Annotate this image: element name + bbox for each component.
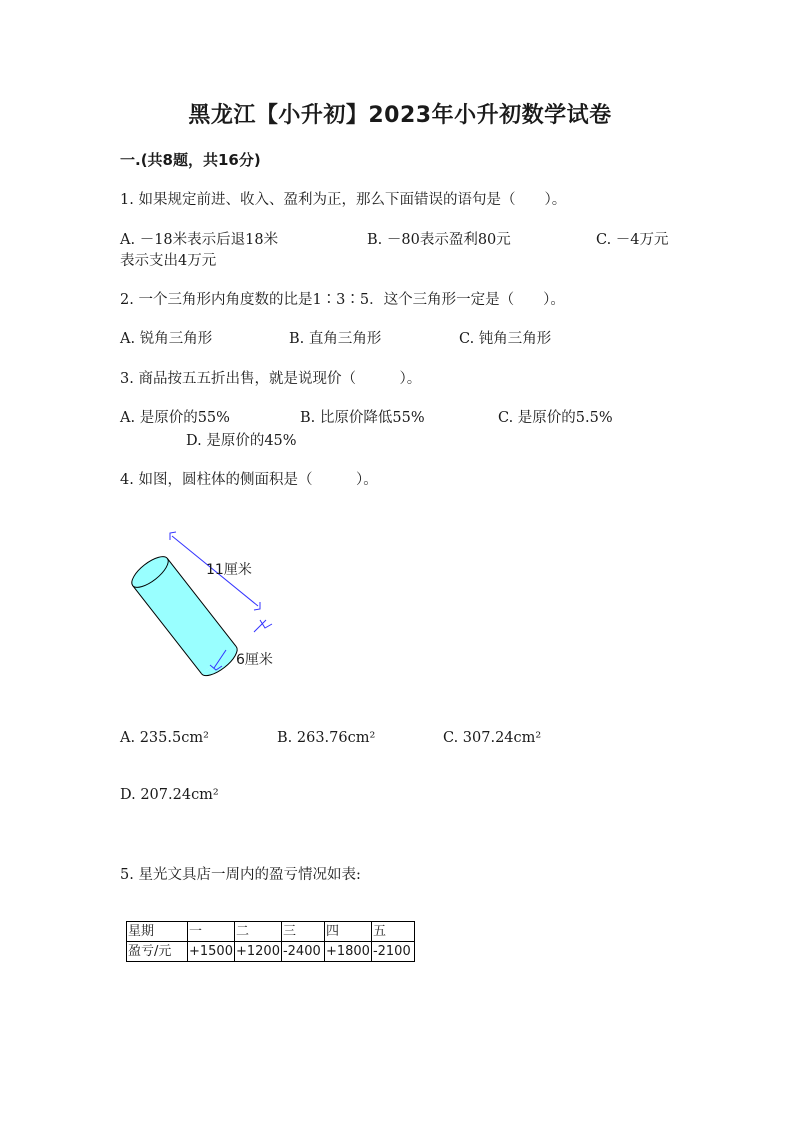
question-4-option-a: A. 235.5cm² — [120, 730, 209, 746]
question-1-option-a: A. －18米表示后退18米 — [120, 232, 279, 248]
cylinder-length-label: 11厘米 — [206, 562, 252, 578]
table-cell: 盈亏/元 — [127, 942, 188, 962]
question-5-stem: 5. 星光文具店一周内的盈亏情况如表: — [120, 867, 361, 883]
table-cell: +1200 — [234, 942, 281, 962]
cylinder-diameter-label: 6厘米 — [236, 652, 273, 668]
cylinder-figure — [110, 520, 330, 690]
question-1-option-c-continued: 表示支出4万元 — [120, 253, 217, 269]
question-3-stem: 3. 商品按五五折出售，就是说现价（ ）。 — [120, 371, 422, 387]
table-cell: -2400 — [281, 942, 324, 962]
question-2-option-a: A. 锐角三角形 — [120, 331, 213, 347]
table-cell: +1500 — [188, 942, 235, 962]
question-3-option-c: C. 是原价的5.5% — [498, 410, 613, 426]
table-cell: 一 — [188, 922, 235, 942]
question-2-option-b: B. 直角三角形 — [289, 331, 382, 347]
table-row — [127, 942, 415, 962]
table-header-row — [127, 922, 415, 942]
question-1-option-b: B. －80表示盈利80元 — [367, 232, 511, 248]
page-title: 黑龙江【小升初】2023年小升初数学试卷 — [188, 103, 612, 128]
table-cell: 五 — [371, 922, 414, 942]
question-4-option-c: C. 307.24cm² — [443, 730, 542, 746]
question-2-option-c: C. 钝角三角形 — [459, 331, 552, 347]
question-2-stem: 2. 一个三角形内角度数的比是1∶3∶5．这个三角形一定是（ ）。 — [120, 292, 565, 308]
section-heading: 一.(共8题，共16分) — [120, 151, 261, 169]
question-1-stem: 1. 如果规定前进、收入、盈利为正，那么下面错误的语句是（ ）。 — [120, 192, 567, 208]
question-4-stem: 4. 如图，圆柱体的侧面积是（ ）。 — [120, 472, 378, 488]
question-4-option-b: B. 263.76cm² — [277, 730, 376, 746]
table-cell: +1800 — [324, 942, 371, 962]
table-cell: 四 — [324, 922, 371, 942]
question-1-option-c: C. －4万元 — [596, 232, 669, 248]
table-cell: -2100 — [371, 942, 414, 962]
question-3-option-d: D. 是原价的45% — [186, 433, 297, 449]
table-cell: 三 — [281, 922, 324, 942]
table-cell: 星期 — [127, 922, 188, 942]
profit-loss-table — [126, 921, 415, 962]
question-3-option-b: B. 比原价降低55% — [300, 410, 425, 426]
question-3-option-a: A. 是原价的55% — [120, 410, 230, 426]
question-4-option-d: D. 207.24cm² — [120, 787, 219, 803]
table-cell: 二 — [234, 922, 281, 942]
